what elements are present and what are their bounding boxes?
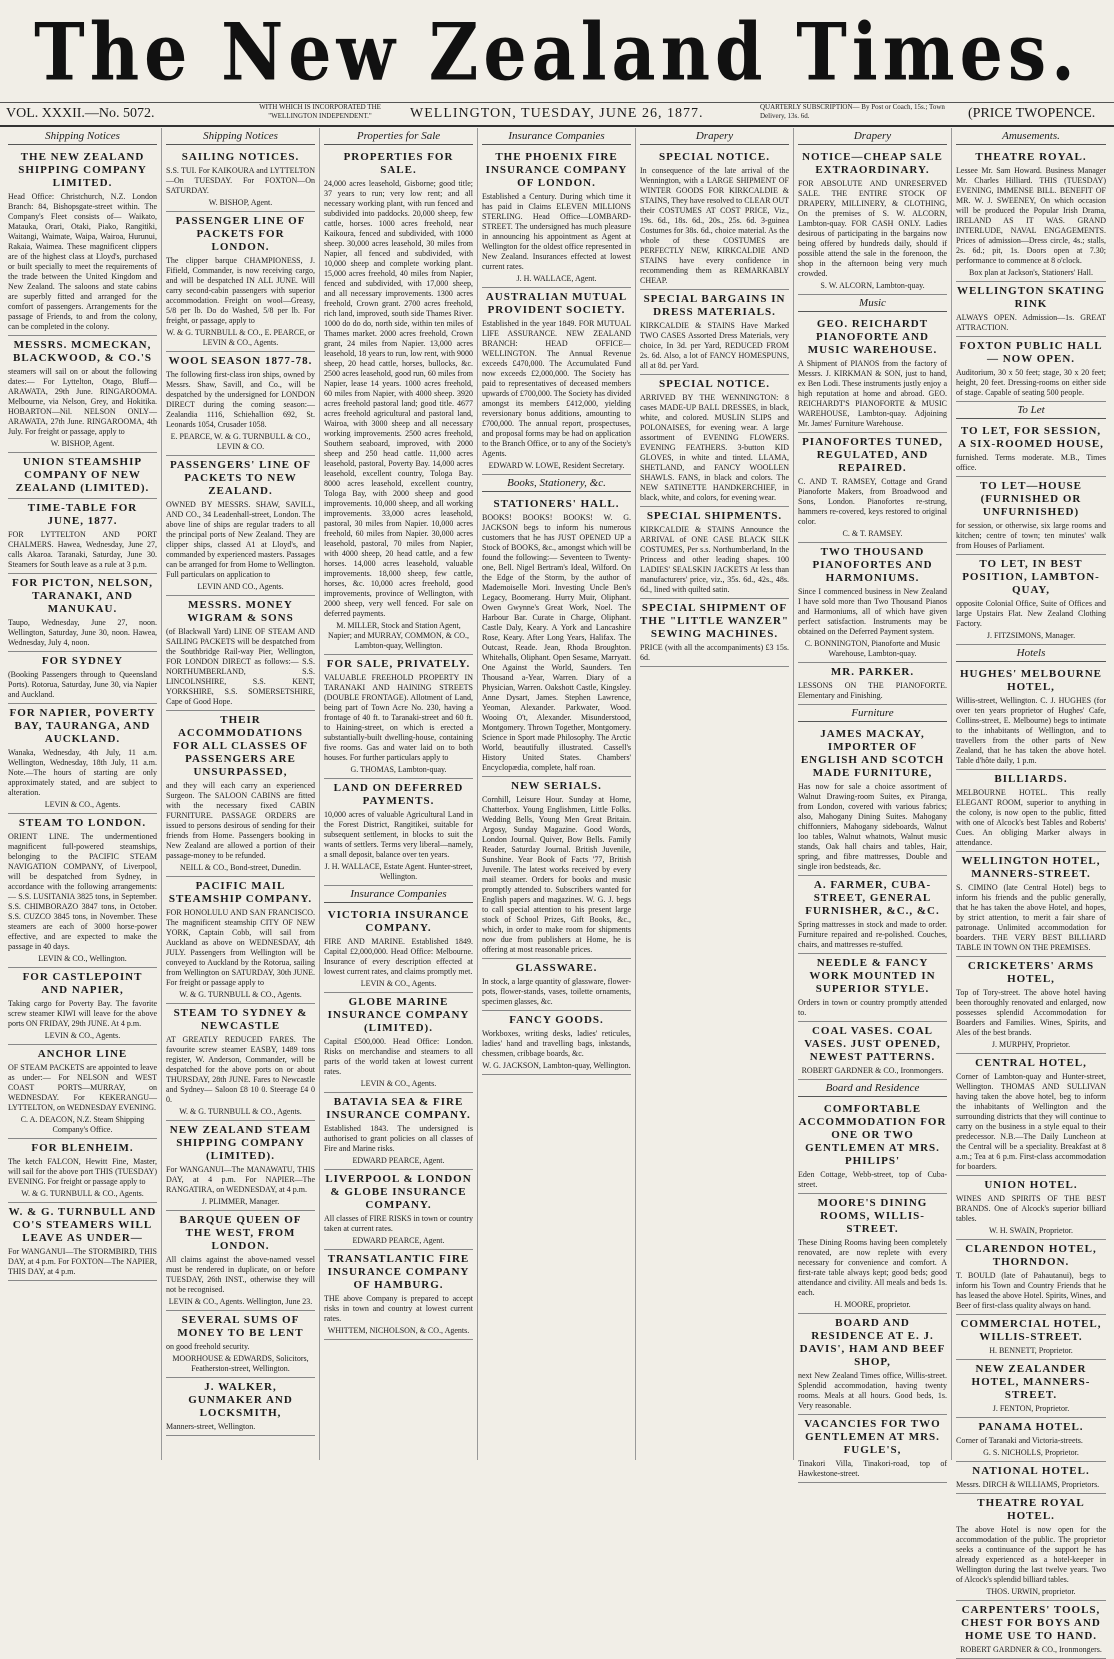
ad-body: Capital £500,000. Head Office: London. Risks on merchandise and steamers to all parts of the world taken at lowest current rates.: [324, 1037, 473, 1076]
ad-body: Eden Cottage, Webb-street, top of Cuba-street.: [798, 1170, 947, 1189]
advertisement: [8, 1139, 157, 1203]
ad-body: Top of Tory-street. The above hotel having been thoroughly renovated and enlarged, now possesses splendid Accommodation for Boarders and Families. Wines, Spirits, and Ales of the best brands.: [956, 988, 1106, 1037]
ad-title: MESSRS. MONEY WIGRAM & SONS: [187, 599, 294, 624]
ad-title: THEATRE ROYAL HOTEL.: [977, 1497, 1085, 1522]
ad-body: Established in the year 1849. FOR MUTUAL LIFE ASSURANCE. NEW ZEALAND BRANCH: HEAD OFFICE—WELLINGTON. The Annual Revenue exceeds £470,000. The Accumulated Fund now exceeds £2,000,000. The Society has paid to representatives of deceased members upwards of £700,000. The Society has divided amongst its members £412,000, yielding reversionary bonus additions, amounting to £700,000. The annual report, prospectuses, and proposal forms may be had on application to the Branch Office, or to any of the Society's Agents.: [482, 319, 631, 458]
column-7: [952, 128, 1110, 1654]
ad-signature: E. PEARCE, W. & G. TURNBULL & CO., LEVIN & CO.: [170, 432, 311, 451]
ad-body: In stock, a large quantity of glassware, flower-pots, flower-stands, vases, toilette ornaments, specimen glasses, &c.: [482, 977, 631, 1006]
ad-body: Taking cargo for Poverty Bay. The favorite screw steamer KIWI will leave for the above ports ON FRIDAY, 29th JUNE. At 4 p.m.: [8, 999, 157, 1028]
place-and-date: WELLINGTON, TUESDAY, JUNE 26, 1877.: [410, 106, 704, 121]
advertisement: [166, 1004, 315, 1121]
advertisement: [640, 375, 789, 507]
ad-signature: J. H. WALLACE, Estate Agent. Hunter-street, Wellington.: [324, 862, 473, 881]
ad-signature: Box plan at Jackson's, Stationers' Hall.: [969, 268, 1093, 277]
advertisement: [166, 352, 315, 456]
ad-title: FOR PICTON, NELSON, TARANAKI, AND MANUKAU.: [11, 577, 154, 615]
advertisement: [166, 877, 315, 1004]
ad-title: THE NEW ZEALAND SHIPPING COMPANY LIMITED.: [18, 151, 147, 189]
column-3: [320, 128, 478, 1460]
ad-body: OF STEAM PACKETS are appointed to leave as under:— For NELSON and WEST COAST PORTS—MURRAY, on WEDNESDAY. For KEKERANGU—LYTTELTON, on WEDNESDAY EVENING.: [8, 1063, 157, 1112]
ad-title: SPECIAL SHIPMENTS.: [646, 510, 783, 522]
advertisement: [482, 148, 631, 288]
ad-title: PROPERTIES FOR SALE.: [343, 151, 454, 176]
advertisement: [956, 1054, 1106, 1176]
advertisement: [482, 288, 631, 475]
ad-body: The following first-class iron ships, owned by Messrs. Shaw, Savill, and Co., will be despatched by the undersigned for LONDON DIRECT during the coming season:— Zealandia 1116, Schiehallion 692, St. Leonards 1054, Crusader 1058.: [166, 370, 315, 429]
column-1: [4, 128, 162, 1460]
columns: [4, 128, 1110, 1654]
section-heading: Properties for Sale: [324, 128, 473, 145]
ad-title: TO LET, IN BEST POSITION, LAMBTON-QUAY,: [962, 558, 1100, 596]
advertisement: [8, 814, 157, 968]
ad-title: WELLINGTON HOTEL, MANNERS-STREET.: [961, 855, 1101, 880]
ad-body: (Booking Passengers through to Queensland Ports). Rotorua, Saturday, June 30, via Napier and Auckland.: [8, 670, 157, 699]
ad-title: UNION STEAMSHIP COMPANY OF NEW ZEALAND (LIMITED).: [15, 456, 150, 494]
ad-body: C. AND T. RAMSEY, Cottage and Grand Pianoforte Makers, from Broadwood and Sons, London. Pianofortes re-strung, hammers re-covered, keys restored to original color.: [798, 477, 947, 526]
ad-body: Established a Century. During which time it has paid in Claims ELEVEN MILLIONS STERLING. Head Office—LOMBARD-STREET. The undersigned has much pleasure in announcing his appointment as Agent at Wellington for the oldest office represented in New Zealand. Insurances effected at lowest current rates.: [482, 192, 631, 271]
ad-title: MESSRS. MCMECKAN, BLACKWOOD, & CO.'S: [12, 339, 152, 364]
column-5: [636, 128, 794, 1460]
advertisement: [8, 968, 157, 1045]
advertisement: [166, 1378, 315, 1436]
ad-title: TWO THOUSAND PIANOFORTES AND HARMONIUMS.: [812, 546, 933, 584]
ad-signature: W. & G. TURNBULL & CO., E. PEARCE, or LEVIN & CO., Agents.: [166, 328, 315, 347]
ad-title: PIANOFORTES TUNED, REGULATED, AND REPAIRED.: [802, 436, 943, 474]
advertisement: [956, 337, 1106, 402]
masthead-title: The New Zealand Times.: [34, 7, 1080, 99]
ad-body: VALUABLE FREEHOLD PROPERTY IN TARANAKI AND HAINING STREETS (DOUBLE FRONTAGE). Allotment of Land, being part of Town Acre No. 230, having a frontage of 40 ft. to Taranaki-street and 60 ft. to Haining-street, on which is erected a substantially-built dwelling-house, containing five rooms. Gas and water laid on to both houses. For further particulars apply to: [324, 673, 473, 762]
ad-signature: ROBERT GARDNER & CO., Ironmongers.: [960, 1645, 1102, 1654]
ad-signature: S. W. ALCORN, Lambton-quay.: [820, 281, 925, 290]
ad-title: PACIFIC MAIL STEAMSHIP COMPANY.: [168, 880, 313, 905]
advertisement: [798, 663, 947, 705]
ad-signature: EDWARD PEARCE, Agent.: [352, 1236, 445, 1245]
ad-title: GLASSWARE.: [515, 962, 598, 974]
ad-body: KIRKCALDIE & STAINS Announce the ARRIVAL of ONE CASE BLACK SILK COSTUMES, Per s.s. Northumberland, In the Princess and other leading shapes. 100 LADIES' SEALSKIN JACKETS At less than manufacturers' price, viz., 35s. 6d., 42s., 48s. 6d., lined with quilted satin.: [640, 525, 789, 594]
ad-title: WOOL SEASON 1877-78.: [168, 355, 313, 367]
ad-title: WELLINGTON SKATING RINK: [956, 285, 1106, 310]
ad-title: BILLIARDS.: [994, 773, 1068, 785]
section-heading: Books, Stationery, &c.: [482, 475, 631, 492]
advertisement: [798, 1314, 947, 1415]
section-heading: Music: [798, 295, 947, 312]
ad-title: NEW SERIALS.: [511, 780, 602, 792]
advertisement: [798, 1100, 947, 1194]
advertisement: [798, 1194, 947, 1314]
advertisement: [798, 315, 947, 433]
ad-signature: H. BENNETT, Proprietor.: [989, 1346, 1073, 1355]
ad-title: NEW ZEALANDER HOTEL, MANNERS-STREET.: [971, 1363, 1091, 1401]
section-heading: Shipping Notices: [166, 128, 315, 145]
advertisement: [482, 777, 631, 959]
advertisement: [324, 655, 473, 779]
ad-body: Spring mattresses in stock and made to order. Furniture repaired and re-polished. Couches, chairs, and mattresses re-stuffed.: [798, 920, 947, 949]
advertisement: [956, 665, 1106, 770]
ad-body: Cornhill, Leisure Hour. Sunday at Home, Chatterbox. Young Englishmen, Little Folks. Wedding Bells, Young Men Great Britain. Argosy, Sunday Magazine. Good Words, London Journal. Quiver, Bow Bells. Family Reader, Saturday Journal. British Juvenile, Sunshine. Year Book of Facts '77, British Juvenile. The latest works received by every mail steamer. Orders for books and music promptly attended to. Subscribers wanted for English papers and magazines. W. G. J. begs to call special attention to his present large stock of School Prizes, Gift Books, &c., which, in order to make room for shipments now due from publishers at Home, he is offering at most reasonable prices.: [482, 795, 631, 954]
ad-title: NATIONAL HOTEL.: [972, 1465, 1090, 1477]
advertisement: [956, 1240, 1106, 1315]
ad-signature: WHITTEM, NICHOLSON, & CO., Agents.: [327, 1326, 470, 1335]
advertisement: [640, 148, 789, 290]
ad-body: S. CIMINO (late Central Hotel) begs to inform his friends and the public generally, that he has taken the above Hotel, and hopes, by strict attention, to merit a fair share of patronage. Unlimited accommodation for boarders. THE VERY BEST BILLIARD TABLE IN TOWN ON THE PREMISES.: [956, 883, 1106, 952]
section-heading: Hotels: [956, 645, 1106, 662]
ad-title: FOXTON PUBLIC HALL — NOW OPEN.: [959, 340, 1103, 365]
ad-body: Workboxes, writing desks, ladies' reticules, ladies' hand and travelling bags, inkstands, chessmen, cribbage boards, &c.: [482, 1029, 631, 1058]
ad-title: TIME-TABLE FOR JUNE, 1877.: [27, 502, 138, 527]
column-4: [478, 128, 636, 1460]
ad-body: FIRE AND MARINE. Established 1849. Capital £2,000,000. Head Office: Melbourne. Insurance of every description effected at lowest current rates, and claims promptly met.: [324, 937, 473, 976]
advertisement: [956, 1360, 1106, 1418]
ad-title: MR. PARKER.: [830, 666, 915, 678]
ad-signature: LEVIN & CO., Agents.: [360, 1079, 437, 1088]
ad-body: opposite Colonial Office, Suite of Offices and large Upstairs Flat. New Zealand Clothing Factory.: [956, 599, 1106, 628]
ad-body: T. BOULD (late of Pahautanui), begs to inform his Town and Country Friends that he has leased the above Hotel. Spirits, Wines, and Beer of first-class quality always on hand.: [956, 1271, 1106, 1310]
ad-body: Manners-street, Wellington.: [166, 1422, 256, 1431]
ad-signature: LEVIN & CO., Wellington.: [38, 954, 127, 963]
section-heading: Insurance Companies: [324, 886, 473, 903]
advertisement: [8, 652, 157, 704]
ad-title: GLOBE MARINE INSURANCE COMPANY (LIMITED).: [327, 996, 470, 1034]
advertisement: [956, 957, 1106, 1054]
ad-signature: C. A. DEACON, N.Z. Steam Shipping Company's Office.: [20, 1115, 145, 1134]
advertisement: [640, 290, 789, 375]
ad-title: J. WALKER, GUNMAKER AND LOCKSMITH,: [188, 1381, 293, 1419]
ad-body: ORIENT LINE. The undermentioned magnificent full-powered steamships, belonging to the PACIFIC STEAM NAVIGATION COMPANY, of Liverpool, will be despatched from Sydney, in accordance with the following arrangements:— S.S. LUSITANIA 3825 tons, in September. S.S. CHIMBORAZO 3847 tons, in October. S.S. CUZCO 3845 tons, in November. These steamers are each of 3000 horse-power effective, and are expected to make the passage in 40 days.: [8, 832, 157, 951]
ad-body: FOR ABSOLUTE AND UNRESERVED SALE. THE ENTIRE STOCK OF DRAPERY, MILLINERY, & CLOTHING, On the premises of S. W. ALCORN, Lambton-quay. FOR CASH ONLY. Ladies desirous of participating in the bargains now being offered by hundreds daily, should if possible attend the sale in the forenoon, the shop in the afternoon being very much crowded.: [798, 179, 947, 278]
ad-signature: W. G. JACKSON, Lambton-quay, Wellington.: [482, 1061, 631, 1070]
ad-signature: W. & G. TURNBULL & CO., Agents.: [179, 990, 302, 999]
ad-title: HUGHES' MELBOURNE HOTEL,: [960, 668, 1102, 693]
advertisement: [956, 555, 1106, 645]
ad-body: AT GREATLY REDUCED FARES. The favourite screw steamer EASBY, 1489 tons register, W. Anderson, Commander, will be despatched for the above ports on or about THURSDAY, 28th JUNE. Fares to Newcastle and Sydney— Saloon £8 10 0. Steerage £4 0 0.: [166, 1035, 315, 1104]
ad-body: next New Zealand Times office, Willis-street. Splendid accommodation, having twenty rooms. Meals at all hours. Good beds, 1s. Very reasonable.: [798, 1371, 947, 1410]
subscription-note: QUARTERLY SUBSCRIPTION— By Post or Coach, 15s.; Town Delivery, 13s. 6d.: [760, 103, 945, 120]
section-heading: To Let: [956, 402, 1106, 419]
ad-signature: EDWARD W. LOWE, Resident Secretary.: [488, 461, 625, 470]
ad-body: S.S. TUI. For KAIKOURA and LYTTELTON—On TUESDAY. For FOXTON—On SATURDAY.: [166, 166, 315, 195]
ad-body: Corner of Taranaki and Victoria-streets.: [956, 1436, 1083, 1445]
ad-body: The above Hotel is now open for the accommodation of the public. The proprietor seeks a continuance of the support he has already experienced as a hotel-keeper in Wellington during the last twelve years. Two of Alcock's splendid billiard tables.: [956, 1525, 1106, 1584]
column-6: [794, 128, 952, 1478]
ad-signature: LEVIN & CO., Agents.: [360, 979, 437, 988]
ad-signature: THOS. URWIN, proprietor.: [986, 1587, 1076, 1596]
dateline: [0, 102, 1114, 127]
ad-body: Corner of Lambton-quay and Hunter-street, Wellington. THOMAS AND SULLIVAN having taken the above hotel, beg to inform the inhabitants of Wellington and the surrounding districts that they will continue to carry on the business in a style equal to their predecessor. N.B.—The Daily Luncheon at the Central will be a speciality. Breakfast at 8 a.m.; Tea at 6 p.m. First-class accommodation for boarders.: [956, 1072, 1106, 1171]
section-heading: Board and Residence: [798, 1080, 947, 1097]
ad-body: and they will each carry an experienced Surgeon. The SALOON CABINS are fitted with the necessary fixed CABIN FURNITURE. PASSAGE ORDERS are issued to persons desirous of sending for their friends from Home. Passengers booking in New Zealand are allowed a portion of their passage-money to be refunded.: [166, 781, 315, 860]
ad-title: NEW ZEALAND STEAM SHIPPING COMPANY (LIMITED).: [169, 1124, 312, 1162]
ad-signature: J. MURPHY, Proprietor.: [991, 1040, 1071, 1049]
advertisement: [166, 596, 315, 711]
advertisement: [166, 148, 315, 212]
ad-signature: LEVIN & CO., Agents. Wellington, June 23.: [168, 1297, 313, 1306]
ad-title: PASSENGER LINE OF PACKETS FOR LONDON.: [175, 215, 306, 253]
ad-body: on good freehold security.: [166, 1342, 250, 1351]
ad-title: AUSTRALIAN MUTUAL PROVIDENT SOCIETY.: [485, 291, 628, 316]
advertisement: [956, 422, 1106, 477]
advertisement: [956, 1315, 1106, 1360]
ad-body: Messrs. DIRCH & WILLIAMS, Proprietors.: [956, 1480, 1100, 1489]
ad-title: JAMES MACKAY, IMPORTER OF ENGLISH AND SCOTCH MADE FURNITURE,: [800, 728, 945, 779]
advertisement: [956, 477, 1106, 555]
ad-title: SEVERAL SUMS OF MONEY TO BE LENT: [177, 1314, 304, 1339]
ad-title: FANCY GOODS.: [509, 1014, 604, 1026]
ad-signature: C. BONNINGTON, Pianoforte and Music Warehouse, Lambton-quay.: [804, 639, 941, 658]
ad-body: WINES AND SPIRITS OF THE BEST BRANDS. One of Alcock's superior billiard tables.: [956, 1194, 1106, 1223]
ad-body: For WANGANUI—The MANAWATU, THIS DAY, at 4 p.m. For NAPIER—The RANGATIRA, on WEDNESDAY, at 4 p.m.: [166, 1165, 315, 1194]
ad-body: Established 1843. The undersigned is authorised to grant policies on all classes of Fire and Marine risks.: [324, 1124, 473, 1153]
ad-title: COAL VASES. COAL VASES. JUST OPENED, NEWEST PATTERNS.: [804, 1025, 941, 1063]
ad-title: PASSENGERS' LINE OF PACKETS TO NEW ZEALAND.: [169, 459, 312, 497]
advertisement: [324, 993, 473, 1093]
ad-title: NOTICE—CHEAP SALE EXTRAORDINARY.: [802, 151, 943, 176]
ad-signature: LEVIN AND CO., Agents.: [197, 582, 284, 591]
ad-title: FOR BLENHEIM.: [31, 1142, 134, 1154]
ad-body: For WANGANUI—The STORMBIRD, THIS DAY, at 4 p.m. For FOXTON—The NAPIER, THIS DAY, at 4 p.m.: [8, 1247, 157, 1276]
ad-title: CENTRAL HOTEL,: [975, 1057, 1087, 1069]
ad-title: SPECIAL SHIPMENT OF THE "LITTLE WANZER" SEWING MACHINES.: [640, 602, 789, 640]
advertisement: [8, 148, 157, 336]
advertisement: [8, 1045, 157, 1139]
section-heading: Amusements.: [956, 128, 1106, 145]
ad-title: MOORE'S DINING ROOMS, WILLIS-STREET.: [817, 1197, 928, 1235]
ad-title: LAND ON DEFERRED PAYMENTS.: [333, 782, 464, 807]
ad-title: STEAM TO SYDNEY & NEWCASTLE: [173, 1007, 308, 1032]
incorporated-note: WITH WHICH IS INCORPORATED THE "WELLINGTON INDEPENDENT.": [259, 103, 381, 120]
ad-body: furnished. Terms moderate. M.B., Times office.: [956, 453, 1106, 472]
advertisement: [8, 499, 157, 574]
advertisement: [798, 433, 947, 543]
advertisement: [798, 954, 947, 1022]
ad-signature: LEVIN & CO., Agents.: [44, 1031, 121, 1040]
ad-signature: J. PLIMMER, Manager.: [201, 1197, 280, 1206]
advertisement: [166, 456, 315, 596]
ad-body: ARRIVED BY THE WENNINGTON: 8 cases MADE-UP BALL DRESSES, in black, white, and colored. MUSLIN SLIPS and POLONAISES, for evening wear. A large assortment of EVENING FLOWERS. EVENING FEATHERS. 3-button KID GLOVES, in white and tinted. LLAMA, SHETLAND, and FANCY WOOLLEN SHAWLS. FANS, in black and colors. The NEW SATINETTE HANDKERCHIEF, in black, white, and colors, for evening wear.: [640, 393, 789, 502]
ad-body: 24,000 acres leasehold, Gisborne; good title; 37 years to run; very low rent; and all necessary working plant, with run fenced and subdivided into paddocks. 20,000 sheep, few cattle, horses. 1000 acres freehold, near Kaikoura, fenced and subdivided, with 1000 sheep. 30,000 acres leasehold, 30 miles from Napier, all fenced and subdivided, with 10,000 sheep and complete working plant. 15,000 acres freehold, 40 miles from Napier, fenced and subdivided, with 17,000 sheep, and all necessary improvements. 1300 acres freehold, Crown grant. 2700 acres freehold, rich land, improved, south side Thames River. 1000 do do do, north side, within ten miles of Thames market. 2000 acres freehold, Crown grant, 24 miles from Napier. 13,000 acres leasehold, 18 years to run, low rent, with 9000 sheep, 20 head cattle, horses, bullocks, &c. 2500 acres leasehold, good run, 60 miles from Napier, lease 14 years. 1000 acres freehold, 60 miles from Napier, with 4000 sheep. 3920 acres freehold pastoral land; good title. 4677 acres freehold agricultural and pastoral land, Wairoa, with 3000 sheep and all necessary working improvements. 2500 acres freehold, Southern seaboard, improved, with 2000 sheep and 250 head cattle. 11,000 acres leasehold, pastoral, Poverty Bay. 14,000 acres leasehold, excellent country, Tologa Bay. 8000 acres leasehold, excellent country, Tologa Bay, with 2000 sheep and good improvements. 10,000 sheep, and all working improvements. 33,000 acres leasehold, pastoral, 30 miles from Napier. 10,000 acres freehold, 60 miles from Napier. 30,000 acres leasehold, pastoral, 70 miles from Napier, with 4000 sheep, 20 head cattle, and a few horses. 14,000 acres leasehold, valuable improvements. 18,000 sheep, few cattle, horses, &c. 10,000 acres freehold, good improvements, province of Wellington, with 2000 sheep, very well fenced. For sale on deferred payments.: [324, 179, 473, 618]
ad-signature: G. S. NICHOLLS, Proprietor.: [983, 1448, 1079, 1457]
advertisement: [324, 1170, 473, 1250]
ad-body: These Dining Rooms having been completely renovated, are now replete with every necessary for convenience and comfort. A first-rate table always kept; good beds; good attendance and civility. All meals and beds 1s. each.: [798, 1238, 947, 1297]
advertisement: [324, 1093, 473, 1170]
ad-title: FOR SALE, PRIVATELY.: [326, 658, 471, 670]
ad-body: Taupo, Wednesday, June 27, noon. Wellington, Saturday, June 30, noon. Hawea, Wednesday, July 4, noon.: [8, 618, 157, 647]
advertisement: [8, 453, 157, 499]
ad-signature: W. & G. TURNBULL & CO., Agents.: [21, 1189, 144, 1198]
ad-body: BOOKS! BOOKS! BOOKS! W. G. JACKSON begs to inform his numerous customers that he has JUST OPENED UP a Stock of BOOKS, &c., amongst which will be found the following:— Seventeen to Twenty-one, Bell. Nigel Bertram's Ideal, Wilford. On the Edge of the Storm, by the author of Mademoiselle Mori. Investing Uncle Ben's Legacy, Boomerang. Hurry Muir, Oliphant. Owen Gwynne's Great Work, Noel. The Harbour Bar. Curate in Charge, Oliphant. Castle Daly, Keary. A York and Lancashire Rose, Keary. After Long Years, Halifax. The Outcast, Reade. Jean, Rhoda Broughton. Whitehalls, Oliphant. Open Sesame, Marryatt. One Against the World, Saunders. Ten Thousand a-Year, Warren. Diary of a Physician, Warren. Oakshott Castle, Kingsley. Anne Dysart, James. Stephen Lawrence, Yeoman, Alexander. Parkwater, Wood. Wooing O't, Alexander. Misunderstood, Montgomery. Thrown Together, Montgomery. Science in Sport made Philosophy. The Arctic World, beautifully illustrated. Cassell's History United States. Chambers' Encyclopædia, complete, half roan.: [482, 513, 631, 772]
ad-title: THE PHOENIX FIRE INSURANCE COMPANY OF LONDON.: [485, 151, 628, 189]
ad-title: FOR SYDNEY: [41, 655, 124, 667]
advertisement: [482, 495, 631, 777]
ad-title: VICTORIA INSURANCE COMPANY.: [327, 909, 470, 934]
ad-signature: J. FENTON, Proprietor.: [992, 1404, 1070, 1413]
advertisement: [956, 148, 1106, 282]
advertisement: [482, 959, 631, 1011]
ad-title: CARPENTERS' TOOLS, CHEST FOR BOYS AND HOME USE TO HAND.: [961, 1604, 1101, 1642]
advertisement: [798, 148, 947, 295]
ad-title: GEO. REICHARDT PIANOFORTE AND MUSIC WAREHOUSE.: [807, 318, 938, 356]
ad-signature: C. & T. RAMSEY.: [842, 529, 903, 538]
advertisement: [798, 725, 947, 876]
ad-title: SPECIAL NOTICE.: [659, 378, 770, 390]
ad-body: Wanaka, Wednesday, 4th July, 11 a.m. Wellington, Wednesday, 18th July, 11 a.m. Note.—The hours of starting are only approximately stated, and are subject to alteration.: [8, 748, 157, 797]
advertisement: [166, 1311, 315, 1378]
section-heading: Shipping Notices: [8, 128, 157, 145]
ad-body: 10,000 acres of valuable Agricultural Land in the Forest District, Rangitikei, suitable for subsequent settlement, in blocks to suit the wants of settlers. Terms very liberal—namely, a small deposit, balance over ten years.: [324, 810, 473, 859]
ad-body: THE above Company is prepared to accept risks in town and country at lowest current rates.: [324, 1294, 473, 1323]
ad-title: TO LET, FOR SESSION, A SIX-ROOMED HOUSE,: [958, 425, 1104, 450]
advertisement: [324, 779, 473, 886]
ad-title: SAILING NOTICES.: [181, 151, 300, 163]
ad-signature: W. BISHOP, Agent.: [208, 198, 273, 207]
advertisement: [798, 1415, 947, 1483]
ad-body: Head Office: Christchurch, N.Z. London Branch: 84, Bishopsgate-street within. The Company's Fleet consists of— Waikato, Matauka, Orari, Otaki, Piako, Rangitiki, Waitangi, Waimate, Waipa, Wairoa, Hurunui, Rakaia, Waimea. These magnificent clippers are of the highest class at Lloyd's, purchased or built specially to meet the requirements of the trade between the United Kingdom and New Zealand. The saloons and state cabins are superbly fitted and arranged for the comfort of passengers. Arrangements for the passage of Friends, to and from the colony, can be completed in the colony.: [8, 192, 157, 331]
advertisement: [956, 1176, 1106, 1240]
ad-body: The clipper barque CHAMPIONESS, J. Fifield, Commander, is now receiving cargo, and will be despatched IN ALL JUNE. Will carry second-cabin passengers with superior accommodation. Freight on wool—Greasy, 5/8 per lb. Do do Washed, 5/8 per lb. For freight, or passage, apply to: [166, 256, 315, 325]
section-heading: Furniture: [798, 705, 947, 722]
ad-body: Auditorium, 30 x 50 feet; stage, 30 x 20 feet; height, 20 feet. Dressing-rooms on either side of stage. Capable of seating 500 people.: [956, 368, 1106, 397]
advertisement: [166, 1211, 315, 1311]
ad-title: COMMERCIAL HOTEL, WILLIS-STREET.: [960, 1318, 1102, 1343]
ad-body: Tinakori Villa, Tinakori-road, top of Hawkestone-street.: [798, 1459, 947, 1478]
ad-title: FOR NAPIER, POVERTY BAY, TAURANGA, AND AUCKLAND.: [9, 707, 156, 745]
ad-signature: EDWARD PEARCE, Agent.: [352, 1156, 445, 1165]
advertisement: [324, 1250, 473, 1340]
advertisement: [956, 1418, 1106, 1462]
ad-body: FOR LYTTELTON AND PORT CHALMERS. Hawea, Wednesday, June 27, calls Akaroa. Taranaki, Saturday, June 30. Steamers for South leave as a rule at 3 p.m.: [8, 530, 157, 569]
ad-title: NEEDLE & FANCY WORK MOUNTED IN SUPERIOR STYLE.: [809, 957, 936, 995]
ad-title: FOR CASTLEPOINT AND NAPIER,: [22, 971, 143, 996]
ad-signature: NEILL & CO., Bond-street, Dunedin.: [179, 863, 301, 872]
ad-body: OWNED BY MESSRS. SHAW, SAVILL, AND CO., 34 Leadenhall-street, London. The above line of ships are regular traders to all the principal ports of New Zealand. They are clipper ships, classed A1 at Lloyd's, and commanded by experienced masters. Passages can be arranged for from Home to Wellington. Full particulars on application to: [166, 500, 315, 579]
ad-body: FOR HONOLULU AND SAN FRANCISCO. The magnificent steamship CITY OF NEW YORK, Captain Cobb, will sail from Auckland as above on WEDNESDAY, 4th JULY. Passengers from Wellington will be conveyed to Auckland by the Rotorua, sailing from Wellington on SATURDAY, 30th JUNE. For freight or passage apply to: [166, 908, 315, 987]
ad-title: COMFORTABLE ACCOMMODATION FOR ONE OR TWO GENTLEMEN AT MRS. PHILIPS': [798, 1103, 947, 1167]
ad-signature: ROBERT GARDNER & CO., Ironmongers.: [801, 1066, 944, 1075]
ad-body: LESSONS ON THE PIANOFORTE. Elementary and Finishing.: [798, 681, 947, 700]
ad-signature: G. THOMAS, Lambton-quay.: [350, 765, 447, 774]
ad-body: A Shipment of PIANOS from the factory of Messrs. J. KIRKMAN & SON, just to hand, ex Ben Lodi. These instruments justly enjoy a high reputation at home and abroad. GEO. REICHARDT'S PIANOFORTE & MUSIC WAREHOUSE, Lambton-quay. Adjoining Mr. James' Furniture Warehouse.: [798, 359, 947, 428]
section-heading: Drapery: [640, 128, 789, 145]
column-2: [162, 128, 320, 1460]
ad-title: PANAMA HOTEL.: [978, 1421, 1084, 1433]
ad-body: KIRKCALDIE & STAINS Have Marked TWO CASES Assorted Dress Materials, very choice, In 3d. per Yard, REDUCED FROM 2s. 6d. Also, a lot of FANCY HOMESPUNS, all at 8d. per Yard.: [640, 321, 789, 370]
ad-title: TO LET—HOUSE (FURNISHED OR UNFURNISHED): [980, 480, 1082, 518]
ad-signature: J. H. WALLACE, Agent.: [516, 274, 597, 283]
ad-signature: J. FITZSIMONS, Manager.: [986, 631, 1076, 640]
advertisement: [798, 543, 947, 663]
ad-title: A. FARMER, CUBA-STREET, GENERAL FURNISHER, &C., &C.: [805, 879, 940, 917]
ad-title: CRICKETERS' ARMS HOTEL,: [967, 960, 1095, 985]
ad-title: BOARD AND RESIDENCE AT E. J. DAVIS', HAM AND BEEF SHOP,: [799, 1317, 946, 1368]
advertisement: [956, 1494, 1106, 1601]
ad-body: In consequence of the late arrival of the Wennington, with a LARGE SHIPMENT OF WINTER GOODS FOR KIRKCALDIE & STAINS, They have resolved to CLEAR OUT their COSTUMES AT COST PRICE, Viz., 19s. 6d., 18s. 6d., 20s., 25s. 6d. 3-guinea Costumes for 38s. 6d., choice material. As the whole of these COSTUMES are PERFECTLY NEW, KIRKCALDIE AND STAINS have every confidence in recommending them as REMARKABLY CHEAP.: [640, 166, 789, 285]
advertisement: [8, 1203, 157, 1281]
ad-body: All classes of FIRE RISKS in town or country taken at current rates.: [324, 1214, 473, 1233]
section-heading: Drapery: [798, 128, 947, 145]
advertisement: [166, 1121, 315, 1211]
advertisement: [8, 704, 157, 814]
ad-body: MELBOURNE HOTEL. This really ELEGANT ROOM, superior to anything in the colony, is now open to the public, fitted with one of Alcock's best Tables and Roberts' Cues. An obliging Marker always in attendance.: [956, 788, 1106, 847]
ad-title: ANCHOR LINE: [37, 1048, 128, 1060]
section-heading: Insurance Companies: [482, 128, 631, 145]
ad-signature: H. MOORE, proprietor.: [834, 1300, 911, 1309]
ad-body: (of Blackwall Yard) LINE OF STEAM AND SAILING PACKETS will be despatched from the Southbridge Rail-way Pier, Wellington, FOR LONDON DIRECT as follows:— S.S. NORTHUMBERLAND, S.S. LINCOLNSHIRE, S.S. KENT, YORKSHIRE, S.S. SOMERSETSHIRE, Cape of Good Hope.: [166, 627, 315, 706]
ad-signature: W. & G. TURNBULL & CO., Agents.: [179, 1107, 302, 1116]
advertisement: [482, 1011, 631, 1075]
advertisement: [8, 574, 157, 652]
ad-title: W. & G. TURNBULL AND CO'S STEAMERS WILL LEAVE AS UNDER—: [8, 1206, 157, 1244]
ad-title: UNION HOTEL.: [984, 1179, 1078, 1191]
ad-title: STATIONERS' HALL.: [493, 498, 620, 510]
advertisement: [166, 212, 315, 352]
ad-title: LIVERPOOL & LONDON & GLOBE INSURANCE COMPANY.: [325, 1173, 472, 1211]
ad-signature: MOORHOUSE & EDWARDS, Solicitors, Featherston-street, Wellington.: [172, 1354, 309, 1373]
ad-title: SPECIAL NOTICE.: [659, 151, 770, 163]
ad-body: Since I commenced business in New Zealand I have sold more than Two Thousand Pianos and Harmoniums, all of which have given perfect satisfaction. Instruments may be obtained on the Deferred Payment system.: [798, 587, 947, 636]
advertisement: [956, 770, 1106, 852]
ad-title: STEAM TO LONDON.: [18, 817, 147, 829]
ad-body: All claims against the above-named vessel must be rendered in duplicate, on or before TUESDAY, 26th INST., otherwise they will not be recognised.: [166, 1255, 315, 1294]
advertisement: [956, 852, 1106, 957]
ad-body: Willis-street, Wellington. C. J. HUGHES (for over ten years proprietor of Hughes' Cafe, Collins-street, E. Melbourne) begs to intimate to the inhabitants of Wellington, and to travellers from the other parts of New Zealand, that he has taken the above hotel. Table d'hôte daily, 1 p.m.: [956, 696, 1106, 765]
advertisement: [640, 507, 789, 599]
ad-body: ALWAYS OPEN. Admission—1s. GREAT ATTRACTION.: [956, 313, 1106, 332]
volume-number: VOL. XXXII.—No. 5072.: [6, 106, 155, 121]
ad-body: for session, or otherwise, six large rooms and kitchen; centre of town; ten minutes' walk from Houses of Parliament.: [956, 521, 1106, 550]
advertisement: [956, 1601, 1106, 1659]
ad-body: steamers will sail on or about the following dates:— For Lyttelton, Otago, Bluff—ARAWATA, 29th June. RINGAROOMA. Melbourne, via Nelson, Grey, and Hokitika. HOBARTON—Nil. NELSON ONLY— ARAWATA, 27th June. RINGAROOMA, 4th July. For freight or passage, apply to: [8, 367, 157, 436]
advertisement: [798, 1022, 947, 1080]
ad-title: BATAVIA SEA & FIRE INSURANCE COMPANY.: [326, 1096, 471, 1121]
ad-body: Lessee Mr. Sam Howard. Business Manager Mr. Charles Hilliard. THIS (TUESDAY) EVENING, IMMENSE BILL. BENEFIT OF MR. W. J. SWEENEY, On which occasion will be produced the Popular Irish Drama, IRELAND AS IT WAS. GRAND INTERLUDE, NAVAL ENGAGEMENTS. Prices of admission—Dress circle, 4s.; stalls, 2s. 6d.; pit, 1s. Doors open at 7.30; performance to commence at 8 o'clock.: [956, 166, 1106, 265]
price: (PRICE TWOPENCE.: [968, 106, 1096, 121]
ad-body: Orders in town or country promptly attended to.: [798, 998, 947, 1017]
ad-signature: M. MILLER, Stock and Station Agent, Napier; and MURRAY, COMMON, & CO., Lambton-quay, Wellington.: [327, 621, 470, 650]
advertisement: [640, 599, 789, 667]
advertisement: [956, 1462, 1106, 1494]
advertisement: [956, 282, 1106, 337]
ad-title: BARQUE QUEEN OF THE WEST, FROM LONDON.: [179, 1214, 302, 1252]
advertisement: [324, 906, 473, 993]
advertisement: [324, 148, 473, 655]
ad-title: THEATRE ROYAL.: [975, 151, 1087, 163]
ad-signature: W. H. SWAIN, Proprietor.: [989, 1226, 1073, 1235]
ad-title: THEIR ACCOMMODATIONS FOR ALL CLASSES OF PASSENGERS ARE UNSURPASSED,: [172, 714, 309, 778]
ad-title: CLARENDON HOTEL, THORNDON.: [965, 1243, 1097, 1268]
ad-body: PRICE (with all the accompaniments) £3 15s. 6d.: [640, 643, 789, 662]
ad-title: VACANCIES FOR TWO GENTLEMEN AT MRS. FUGLE'S,: [804, 1418, 941, 1456]
ad-title: SPECIAL BARGAINS IN DRESS MATERIALS.: [643, 293, 786, 318]
advertisement: [166, 711, 315, 877]
ad-body: Has now for sale a choice assortment of Walnut Drawing-room Suites, ex Piranga, from London, covered with various fabrics; also, Mahogany Dining Suites. Mahogany chiffonniers, Mahogany sideboards, Walnut loo tables, Walnut whatnots, Walnut music stands, Oak hall chairs and tables, Hair, spring, and fibre mattresses, Double and single iron bedsteads, &c.: [798, 782, 947, 871]
advertisement: [798, 876, 947, 954]
ad-signature: LEVIN & CO., Agents.: [44, 800, 121, 809]
ad-title: TRANSATLANTIC FIRE INSURANCE COMPANY OF HAMBURG.: [327, 1253, 470, 1291]
advertisement: [8, 336, 157, 453]
ad-signature: W. BISHOP, Agent.: [50, 439, 115, 448]
ad-body: The ketch FALCON, Hewitt Fine, Master, will sail for the above port THIS (TUESDAY) EVENING. For freight or passage apply to: [8, 1157, 157, 1186]
